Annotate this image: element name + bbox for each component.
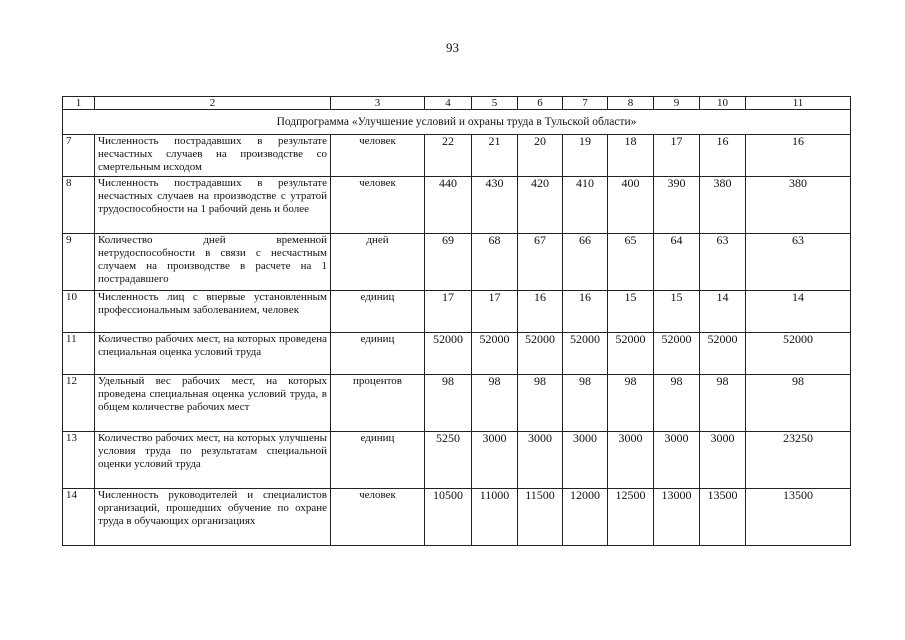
- value-cell: 420: [518, 177, 563, 234]
- unit-cell: человек: [331, 177, 425, 234]
- value-cell: 98: [654, 375, 700, 432]
- value-cell: 52000: [472, 333, 518, 375]
- value-cell: 21: [472, 135, 518, 177]
- value-cell: 15: [654, 291, 700, 333]
- unit-cell: единиц: [331, 291, 425, 333]
- value-cell: 17: [425, 291, 472, 333]
- value-cell: 66: [563, 234, 608, 291]
- value-cell: 98: [518, 375, 563, 432]
- header-cell: 6: [518, 97, 563, 110]
- table-row: [63, 432, 851, 489]
- indicator-name: Численность пострадавших в результате несчастных случаев на производстве со смертельным исходом: [95, 135, 331, 177]
- value-cell: 3000: [563, 432, 608, 489]
- indicator-name: Численность руководителей и специалистов организаций, прошедших обучение по охране труда в обучающих организациях: [95, 489, 331, 546]
- header-cell: 7: [563, 97, 608, 110]
- header-cell: 2: [95, 97, 331, 110]
- table-row: [63, 333, 851, 375]
- column-number-row: [63, 97, 851, 110]
- indicator-name: Численность пострадавших в результате несчастных случаев на производстве с утратой трудоспособности на 1 рабочий день и более: [95, 177, 331, 234]
- value-cell: 11000: [472, 489, 518, 546]
- row-number: 14: [63, 489, 95, 546]
- indicators-table: [62, 96, 851, 546]
- value-cell: 16: [700, 135, 746, 177]
- value-cell: 98: [700, 375, 746, 432]
- value-cell: 19: [563, 135, 608, 177]
- unit-cell: единиц: [331, 333, 425, 375]
- header-cell: 10: [700, 97, 746, 110]
- row-number: 13: [63, 432, 95, 489]
- value-cell: 13000: [654, 489, 700, 546]
- page-number: 93: [446, 40, 459, 55]
- value-cell: 400: [608, 177, 654, 234]
- table-row: [63, 177, 851, 234]
- value-cell: 18: [608, 135, 654, 177]
- header-cell: 5: [472, 97, 518, 110]
- value-cell: 52000: [746, 333, 851, 375]
- value-cell: 410: [563, 177, 608, 234]
- value-cell: 68: [472, 234, 518, 291]
- header-cell: 4: [425, 97, 472, 110]
- value-cell: 69: [425, 234, 472, 291]
- value-cell: 380: [700, 177, 746, 234]
- value-cell: 390: [654, 177, 700, 234]
- value-cell: 52000: [518, 333, 563, 375]
- indicator-name: Удельный вес рабочих мест, на которых проведена специальная оценка условий труда, в общем количестве рабочих мест: [95, 375, 331, 432]
- value-cell: 16: [746, 135, 851, 177]
- value-cell: 98: [563, 375, 608, 432]
- value-cell: 16: [518, 291, 563, 333]
- unit-cell: процентов: [331, 375, 425, 432]
- header-cell: 8: [608, 97, 654, 110]
- value-cell: 52000: [608, 333, 654, 375]
- value-cell: 52000: [700, 333, 746, 375]
- row-number: 12: [63, 375, 95, 432]
- unit-cell: единиц: [331, 432, 425, 489]
- value-cell: 14: [700, 291, 746, 333]
- value-cell: 13500: [746, 489, 851, 546]
- indicator-name: Количество рабочих мест, на которых проведена специальная оценка условий труда: [95, 333, 331, 375]
- indicator-name: Численность лиц с впервые установленным профессиональным заболеванием, человек: [95, 291, 331, 333]
- value-cell: 10500: [425, 489, 472, 546]
- header-cell: 9: [654, 97, 700, 110]
- value-cell: 98: [608, 375, 654, 432]
- unit-cell: человек: [331, 489, 425, 546]
- value-cell: 440: [425, 177, 472, 234]
- value-cell: 98: [472, 375, 518, 432]
- value-cell: 3000: [608, 432, 654, 489]
- value-cell: 63: [746, 234, 851, 291]
- header-cell: 3: [331, 97, 425, 110]
- value-cell: 12000: [563, 489, 608, 546]
- value-cell: 11500: [518, 489, 563, 546]
- table-row: [63, 375, 851, 432]
- header-cell: 1: [63, 97, 95, 110]
- value-cell: 23250: [746, 432, 851, 489]
- value-cell: 98: [425, 375, 472, 432]
- value-cell: 3000: [472, 432, 518, 489]
- value-cell: 13500: [700, 489, 746, 546]
- value-cell: 52000: [425, 333, 472, 375]
- value-cell: 3000: [700, 432, 746, 489]
- indicator-name: Количество дней временной нетрудоспособности в связи с несчастным случаем на производстве в расчете на 1 пострадавшего: [95, 234, 331, 291]
- value-cell: 52000: [563, 333, 608, 375]
- unit-cell: человек: [331, 135, 425, 177]
- unit-cell: дней: [331, 234, 425, 291]
- value-cell: 430: [472, 177, 518, 234]
- value-cell: 52000: [654, 333, 700, 375]
- value-cell: 64: [654, 234, 700, 291]
- value-cell: 17: [472, 291, 518, 333]
- header-cell: 11: [746, 97, 851, 110]
- table-row: [63, 135, 851, 177]
- value-cell: 3000: [654, 432, 700, 489]
- row-number: 8: [63, 177, 95, 234]
- value-cell: 17: [654, 135, 700, 177]
- value-cell: 380: [746, 177, 851, 234]
- value-cell: 22: [425, 135, 472, 177]
- value-cell: 5250: [425, 432, 472, 489]
- indicator-name: Количество рабочих мест, на которых улучшены условия труда по результатам специальной оценки условий труда: [95, 432, 331, 489]
- subprogram-row: [63, 110, 851, 135]
- table-row: [63, 291, 851, 333]
- value-cell: 63: [700, 234, 746, 291]
- value-cell: 65: [608, 234, 654, 291]
- row-number: 10: [63, 291, 95, 333]
- value-cell: 3000: [518, 432, 563, 489]
- value-cell: 98: [746, 375, 851, 432]
- table-row: [63, 234, 851, 291]
- value-cell: 15: [608, 291, 654, 333]
- subprogram-title: Подпрограмма «Улучшение условий и охраны труда в Тульской области»: [63, 110, 851, 135]
- value-cell: 16: [563, 291, 608, 333]
- row-number: 9: [63, 234, 95, 291]
- value-cell: 20: [518, 135, 563, 177]
- row-number: 11: [63, 333, 95, 375]
- table-row: [63, 489, 851, 546]
- value-cell: 14: [746, 291, 851, 333]
- row-number: 7: [63, 135, 95, 177]
- value-cell: 12500: [608, 489, 654, 546]
- value-cell: 67: [518, 234, 563, 291]
